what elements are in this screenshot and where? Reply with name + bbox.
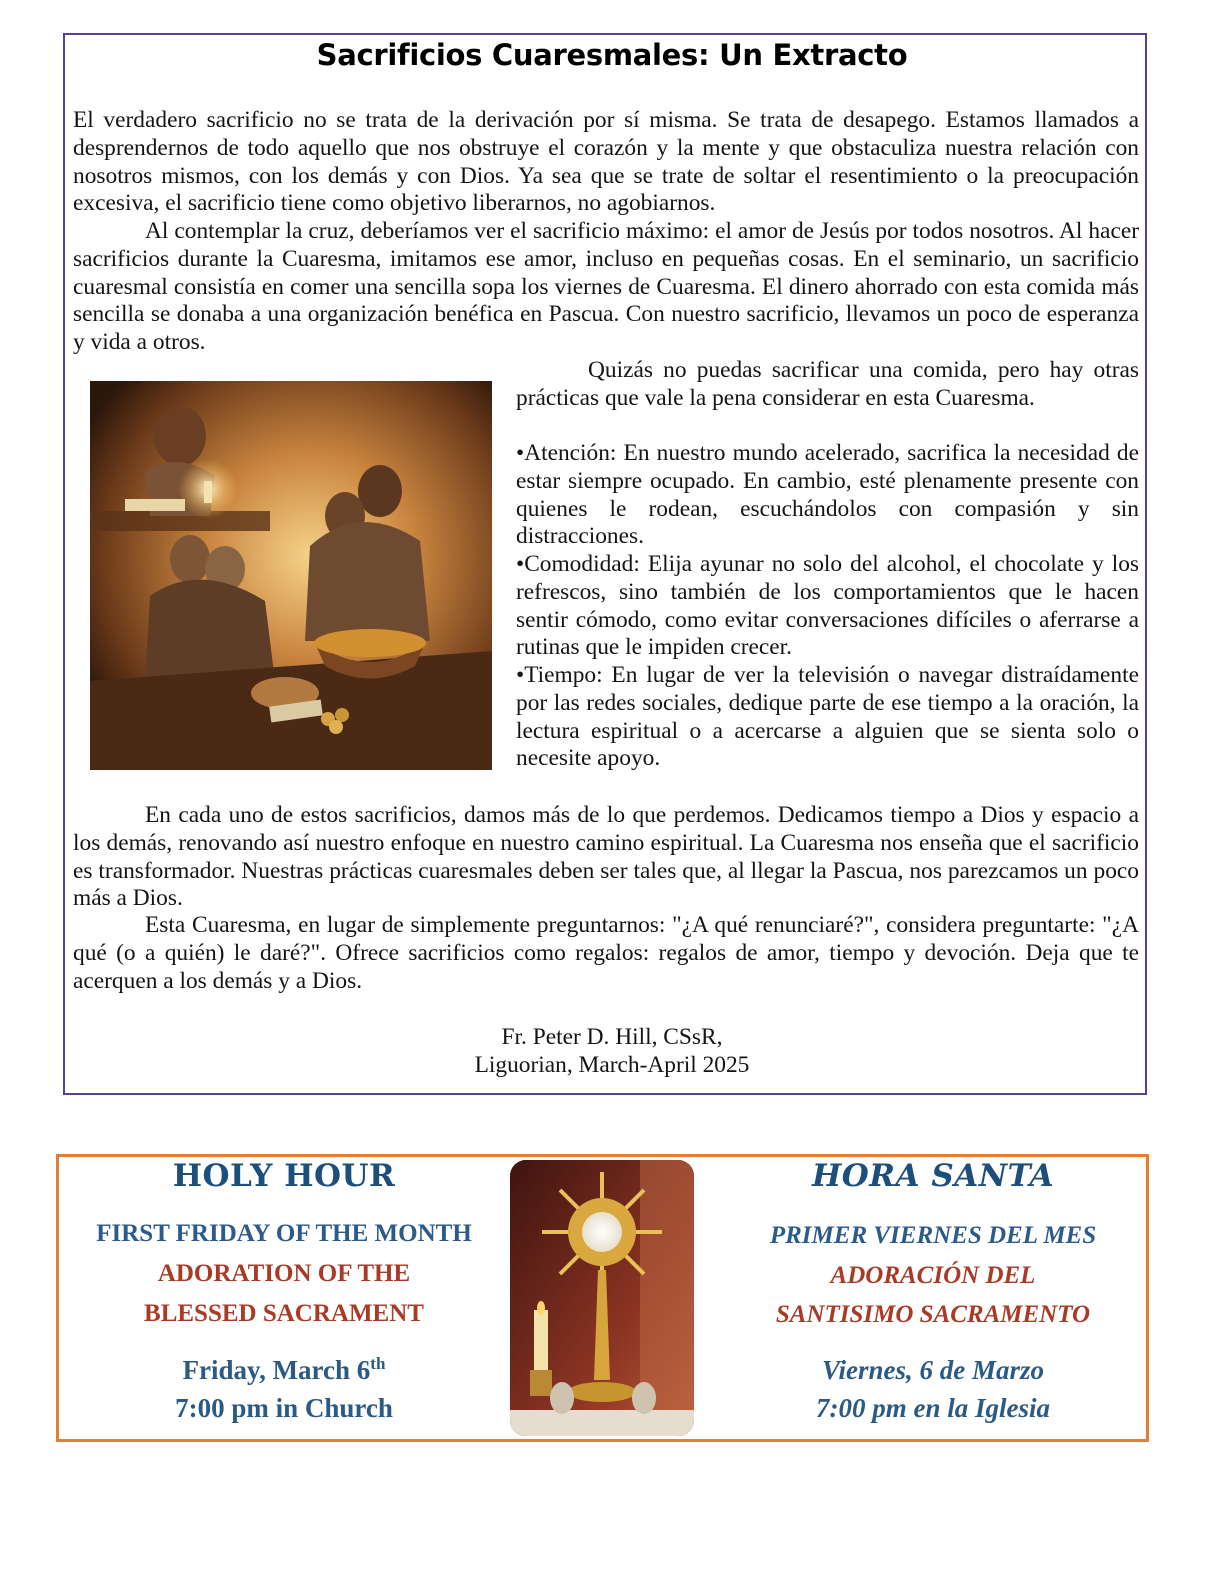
hora-santa-title: HORA SANTA (811, 1158, 1055, 1194)
bullet-attention: •Atención: En nuestro mundo acelerado, sacrifica la necesidad de estar siempre ocupado. En cambio, esté plenamente presente con quienes le rodean, escuchándolos con compasión y sin distracciones. (516, 440, 1139, 550)
side-intro: Quizás no puedas sacrificar una comida, pero hay otras prácticas que vale la pena considerar en esta Cuaresma. (516, 357, 1139, 411)
holy-hour-date-text: Friday, March 6 (182, 1355, 371, 1385)
author-name: Fr. Peter D. Hill, CSsR, (501, 1024, 723, 1050)
holy-hour-title: HOLY HOUR (172, 1158, 396, 1194)
holy-hour-line-2: ADORATION OF THE (157, 1260, 411, 1287)
article-paragraph-3: En cada uno de estos sacrificios, damos más de lo que perdemos. Dedicamos tiempo a Dios y espacio a los demás, renovando así nuestro enfoque en nuestro camino espiritual. La Cuaresma nos enseña que el sacrificio es transformador. Nuestras prácticas cuaresmales deben ser tales que, al llegar la Pascua, nos parezcamos un poco más a Dios. (73, 802, 1139, 912)
holy-hour-line-3: BLESSED SACRAMENT (144, 1300, 424, 1327)
bullet-comfort: •Comodidad: Elija ayunar no solo del alcohol, el chocolate y los refrescos, sino también de los comportamientos que le hacen sentir cómodo, como evitar conversaciones difíciles o aferrarse a rutinas que le impiden crecer. (516, 551, 1139, 661)
hora-santa-date: Viernes, 6 de Marzo (821, 1355, 1045, 1385)
holy-hour-line-1: FIRST FRIDAY OF THE MONTH (96, 1220, 472, 1247)
article-paragraph-4: Esta Cuaresma, en lugar de simplemente preguntarnos: "¿A qué renunciaré?", considera preguntarte: "¿A qué (o a quién) le daré?". Ofrece sacrificios como regalos: regalos de amor, tiempo y devoción. Deja que te acerquen a los demás y a Dios. (73, 912, 1139, 994)
hora-santa-time: 7:00 pm en la Iglesia (816, 1393, 1050, 1423)
hora-santa-line-1: PRIMER VIERNES DEL MES (769, 1222, 1097, 1249)
article-paragraph-1: El verdadero sacrificio no se trata de la derivación por sí misma. Se trata de desapego. Estamos llamados a desprendernos de todo aquello que nos obstruye el corazón y la mente y que obstaculiza nuestra relación con nosotros mismos, con los demás y con Dios. Ya sea que se trate de soltar el resentimiento o la preocupación excesiva, el sacrificio tiene como objetivo liberarnos, no agobiarnos. (73, 107, 1139, 217)
bullet-time: •Tiempo: En lugar de ver la televisión o navegar distraídamente por las redes sociales, dedique parte de ese tiempo a la oración, la lectura espiritual o a acercarse a alguien que se sienta solo o necesite apoyo. (516, 662, 1139, 772)
holy-hour-date-suffix: th (370, 1354, 386, 1373)
article-paragraph-2: Al contemplar la cruz, deberíamos ver el sacrificio máximo: el amor de Jesús por todos nosotros. Al hacer sacrificios durante la Cuaresma, imitamos ese amor, incluso en pequeñas cosas. En el seminario, un sacrificio cuaresmal consistía en comer una sencilla sopa los viernes de Cuaresma. El dinero ahorrado con esta comida más sencilla se donaba a una organización benéfica en Pascua. Con nuestro sacrificio, llevamos un poco de esperanza y vida a otros. (73, 218, 1139, 356)
article-title: Sacrificios Cuaresmales: Un Extracto (316, 38, 908, 72)
monstrance-image (510, 1160, 694, 1436)
hora-santa-line-3: SANTISIMO SACRAMENTO (775, 1301, 1091, 1328)
article-source: Liguorian, March-April 2025 (474, 1052, 750, 1078)
holy-hour-date (56, 1351, 512, 1389)
hora-santa-line-2: ADORACIÓN DEL (830, 1262, 1036, 1289)
holy-hour-time: 7:00 pm in Church (175, 1393, 393, 1423)
lenten-sacrifice-illustration (90, 381, 492, 770)
